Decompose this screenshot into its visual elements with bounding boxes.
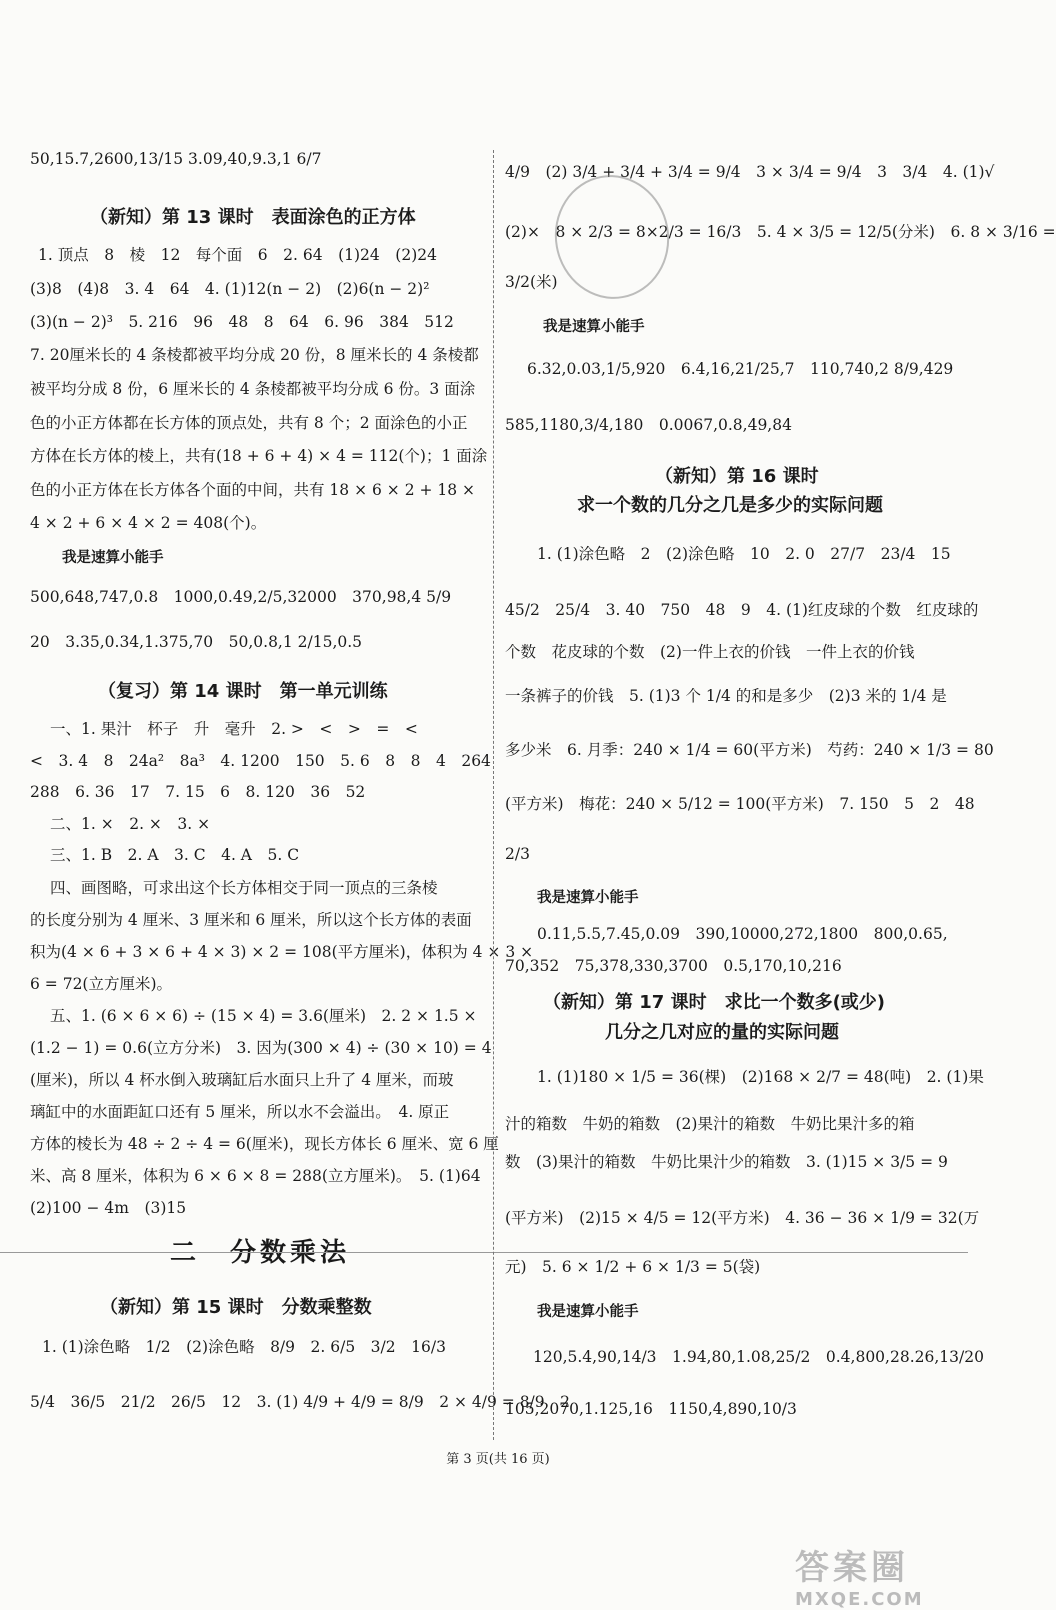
- lesson-17-subtitle: 几分之几对应的量的实际问题: [605, 1022, 839, 1043]
- answer-line: 数 (3)果汁的箱数 牛奶比果汁少的箱数 3. (1)15 × 3/5 = 9: [505, 1153, 948, 1171]
- answer-line: 3/2(米): [505, 273, 558, 291]
- answer-line: 方体在长方体的棱上，共有(18 + 6 + 4) × 4 = 112(个)；1 面涂: [30, 447, 488, 465]
- answer-line: 积为(4 × 6 + 3 × 6 + 4 × 3) × 2 = 108(平方厘米)，体积为 4 × 3 ×: [30, 943, 534, 961]
- answer-line: < 3. 4 8 24a² 8a³ 4. 1200 150 5. 6 8 8 4 264: [30, 752, 491, 770]
- answer-line: 色的小正方体都在长方体的顶点处，共有 8 个；2 面涂色的小正: [30, 414, 468, 432]
- answer-line: 0.11,5.5,7.45,0.09 390,10000,272,1800 800,0.65,: [537, 925, 948, 943]
- column-divider: [493, 150, 494, 1440]
- answer-line: 1. 顶点 8 棱 12 每个面 6 2. 64 (1)24 (2)24: [38, 246, 437, 264]
- stamp-seal: [545, 166, 679, 308]
- lesson-15-title: （新知）第 15 课时 分数乘整数: [100, 1297, 372, 1318]
- answer-line: 1. (1)涂色略 2 (2)涂色略 10 2. 0 27/7 23/4 15: [537, 545, 951, 563]
- answer-line: 120,5.4,90,14/3 1.94,80,1.08,25/2 0.4,800,28.26,13/20: [533, 1348, 984, 1366]
- answer-line: 一条裤子的价钱 5. (1)3 个 1/4 的和是多少 (2)3 米的 1/4 是: [505, 687, 947, 705]
- answer-line: (1.2 − 1) = 0.6(立方分米) 3. 因为(300 × 4) ÷ (30 × 10) = 4: [30, 1039, 492, 1057]
- answer-line: 五、1. (6 × 6 × 6) ÷ (15 × 4) = 3.6(厘米) 2. 2 × 1.5 ×: [50, 1007, 477, 1025]
- answer-line: 多少米 6. 月季：240 × 1/4 = 60(平方米) 芍药：240 × 1/3 = 80: [505, 741, 994, 759]
- lesson-13-title: （新知）第 13 课时 表面涂色的正方体: [90, 207, 416, 228]
- answer-line: (2)× 8 × 2/3 = 8×2/3 = 16/3 5. 4 × 3/5 = 12/5(分米) 6. 8 × 3/16 =: [505, 223, 1056, 241]
- answer-line: 元) 5. 6 × 1/2 + 6 × 1/3 = 5(袋): [505, 1258, 761, 1276]
- answer-line: 璃缸中的水面距缸口还有 5 厘米，所以水不会溢出。 4. 原正: [30, 1103, 450, 1121]
- answer-line: 4/9 (2) 3/4 + 3/4 + 3/4 = 9/4 3 × 3/4 = 9/4 3 3/4 4. (1)√: [505, 163, 995, 181]
- answer-line: 70,352 75,378,330,3700 0.5,170,10,216: [505, 957, 842, 975]
- answer-line: (平方米) (2)15 × 4/5 = 12(平方米) 4. 36 − 36 × 1/9 = 32(万: [505, 1209, 980, 1227]
- answer-line: 一、1. 果汁 杯子 升 毫升 2. > < > = <: [50, 720, 418, 738]
- page-number: 第 3 页(共 16 页): [446, 1452, 550, 1467]
- answer-line: 288 6. 36 17 7. 15 6 8. 120 36 52: [30, 783, 366, 801]
- answer-line: 汁的箱数 牛奶的箱数 (2)果汁的箱数 牛奶比果汁多的箱: [505, 1115, 915, 1133]
- answer-line: 6 = 72(立方厘米)。: [30, 975, 173, 993]
- answer-line: 2/3: [505, 845, 530, 863]
- answer-line: 个数 花皮球的个数 (2)一件上衣的价钱 一件上衣的价钱: [505, 643, 915, 661]
- answer-line: (3)(n − 2)³ 5. 216 96 48 8 64 6. 96 384 512: [30, 313, 454, 331]
- site-logo: 答案圈 MXQE.COM: [795, 1548, 924, 1610]
- chapter-rule: [0, 1252, 968, 1253]
- speed-calc-heading: 我是速算小能手: [537, 1304, 639, 1320]
- chapter-title: 二 分数乘法: [170, 1238, 351, 1268]
- answer-line: 1. (1)涂色略 1/2 (2)涂色略 8/9 2. 6/5 3/2 16/3: [42, 1338, 446, 1356]
- answer-line: 1. (1)180 × 1/5 = 36(棵) (2)168 × 2/7 = 48(吨) 2. (1)果: [537, 1068, 984, 1086]
- lesson-16-subtitle: 求一个数的几分之几是多少的实际问题: [577, 495, 883, 516]
- answer-line: 50,15.7,2600,13/15 3.09,40,9.3,1 6/7: [30, 150, 322, 168]
- answer-line: (厘米)，所以 4 杯水倒入玻璃缸后水面只上升了 4 厘米，而玻: [30, 1071, 454, 1089]
- speed-calc-heading: 我是速算小能手: [537, 890, 639, 906]
- answer-line: 585,1180,3/4,180 0.0067,0.8,49,84: [505, 416, 792, 434]
- lesson-14-title: （复习）第 14 课时 第一单元训练: [98, 681, 388, 702]
- answer-line: (3)8 (4)8 3. 4 64 4. (1)12(n − 2) (2)6(n − 2)²: [30, 280, 430, 298]
- answer-line: (平方米) 梅花：240 × 5/12 = 100(平方米) 7. 150 5 2 48: [505, 795, 975, 813]
- speed-calc-heading: 我是速算小能手: [543, 319, 645, 335]
- answer-line: 三、1. B 2. A 3. C 4. A 5. C: [50, 846, 300, 864]
- answer-line: 20 3.35,0.34,1.375,70 50,0.8,1 2/15,0.5: [30, 633, 363, 651]
- answer-line: 5/4 36/5 21/2 26/5 12 3. (1) 4/9 + 4/9 = 8/9 2 × 4/9 = 8/9 2: [30, 1393, 571, 1411]
- answer-line: 被平均分成 8 份，6 厘米长的 4 条棱都被平均分成 6 份。3 面涂: [30, 380, 476, 398]
- lesson-16-title: （新知）第 16 课时: [655, 466, 819, 487]
- answer-line: 方体的棱长为 48 ÷ 2 ÷ 4 = 6(厘米)，现长方体长 6 厘米、宽 6 厘: [30, 1135, 499, 1153]
- answer-line: (2)100 − 4m (3)15: [30, 1199, 187, 1217]
- answer-line: 二、1. × 2. × 3. ×: [50, 815, 211, 833]
- answer-line: 的长度分别为 4 厘米、3 厘米和 6 厘米，所以这个长方体的表面: [30, 911, 472, 929]
- answer-line: 4 × 2 + 6 × 4 × 2 = 408(个)。: [30, 514, 267, 532]
- answer-line: 6.32,0.03,1/5,920 6.4,16,21/25,7 110,740,2 8/9,429: [527, 360, 954, 378]
- answer-line: 四、画图略，可求出这个长方体相交于同一顶点的三条棱: [50, 879, 438, 897]
- speed-calc-heading: 我是速算小能手: [62, 550, 164, 566]
- answer-line: 105,2070,1.125,16 1150,4,890,10/3: [505, 1400, 797, 1418]
- answer-line: 500,648,747,0.8 1000,0.49,2/5,32000 370,98,4 5/9: [30, 588, 452, 606]
- answer-line: 45/2 25/4 3. 40 750 48 9 4. (1)红皮球的个数 红皮球的: [505, 601, 979, 619]
- answer-line: 米、高 8 厘米，体积为 6 × 6 × 8 = 288(立方厘米)。 5. (1)64: [30, 1167, 481, 1185]
- lesson-17-title: （新知）第 17 课时 求比一个数多(或少): [543, 992, 886, 1013]
- answer-line: 7. 20厘米长的 4 条棱都被平均分成 20 份，8 厘米长的 4 条棱都: [30, 346, 479, 364]
- answer-line: 色的小正方体在长方体各个面的中间，共有 18 × 6 × 2 + 18 ×: [30, 481, 476, 499]
